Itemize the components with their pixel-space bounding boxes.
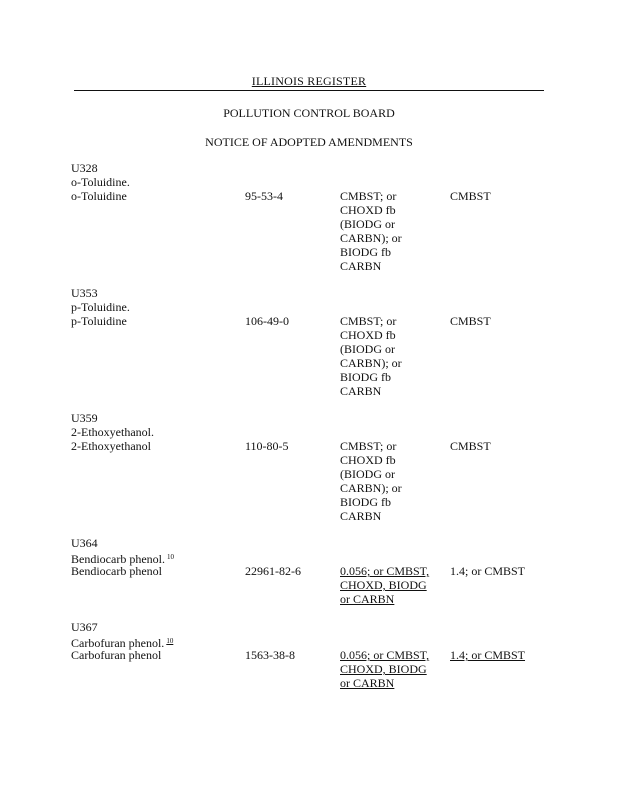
waste-description-text: o-Toluidine. [71,175,130,189]
wastewater-line: CHOXD fb [340,328,396,342]
waste-code: U359 [71,411,98,425]
nonwastewater-standard: CMBST [450,314,491,328]
wastewater-line: CHOXD, BIODG [340,662,427,676]
wastewater-line: CARBN); or [340,356,402,370]
wastewater-line: BIODG fb [340,495,391,509]
wastewater-standard [340,439,440,523]
waste-code: U328 [71,161,98,175]
wastewater-line: CHOXD, BIODG [340,578,427,592]
wastewater-line: (BIODG or [340,217,395,231]
nonwastewater-standard: 1.4; or CMBST [450,564,526,578]
waste-description-text: Carbofuran phenol. [71,636,165,650]
header-divider [74,90,544,91]
constituent-name: p-Toluidine [71,314,127,328]
board-title: POLLUTION CONTROL BOARD [223,106,395,120]
waste-description-text: p-Toluidine. [71,300,130,314]
cas-number: 1563-38-8 [245,648,295,662]
nonwastewater-standard: 1.4; or CMBST [450,648,526,662]
waste-description [71,175,130,189]
wastewater-line: (BIODG or [340,342,395,356]
notice-title: NOTICE OF ADOPTED AMENDMENTS [205,135,413,149]
register-title: ILLINOIS REGISTER [251,74,367,88]
footnote-marker: 10 [166,553,174,561]
wastewater-line: (BIODG or [340,467,395,481]
wastewater-line: CARBN); or [340,231,402,245]
waste-code: U364 [71,536,98,550]
cas-number: 22961-82-6 [245,564,301,578]
waste-description [71,425,154,439]
wastewater-line: or CARBN [340,676,395,690]
wastewater-standard [340,564,440,606]
wastewater-line: BIODG fb [340,370,391,384]
wastewater-line: CHOXD fb [340,453,396,467]
waste-code: U353 [71,286,98,300]
wastewater-standard [340,314,440,398]
nonwastewater-standard: CMBST [450,439,491,453]
wastewater-line: CMBST; or [340,189,397,203]
wastewater-line: CHOXD fb [340,203,396,217]
cas-number: 110-80-5 [245,439,289,453]
cas-number: 95-53-4 [245,189,283,203]
waste-code: U367 [71,620,98,634]
constituent-name: o-Toluidine [71,189,127,203]
wastewater-line: CARBN [340,384,382,398]
constituent-name: 2-Ethoxyethanol [71,439,151,453]
wastewater-line: CARBN [340,259,382,273]
waste-description [71,300,130,314]
wastewater-standard [340,189,440,273]
wastewater-line: CARBN); or [340,481,402,495]
constituent-name: Bendiocarb phenol [71,564,162,578]
waste-description-text: 2-Ethoxyethanol. [71,425,154,439]
wastewater-line: CARBN [340,509,382,523]
constituent-name: Carbofuran phenol [71,648,162,662]
wastewater-line: 0.056; or CMBST, [340,648,430,662]
wastewater-line: CMBST; or [340,314,397,328]
waste-description-text: Bendiocarb phenol. [71,552,165,566]
wastewater-line: or CARBN [340,592,395,606]
footnote-marker: 10 [166,637,174,645]
wastewater-line: BIODG fb [340,245,391,259]
wastewater-line: CMBST; or [340,439,397,453]
cas-number: 106-49-0 [245,314,289,328]
nonwastewater-standard: CMBST [450,189,491,203]
wastewater-standard [340,648,440,690]
wastewater-line: 0.056; or CMBST, [340,564,430,578]
